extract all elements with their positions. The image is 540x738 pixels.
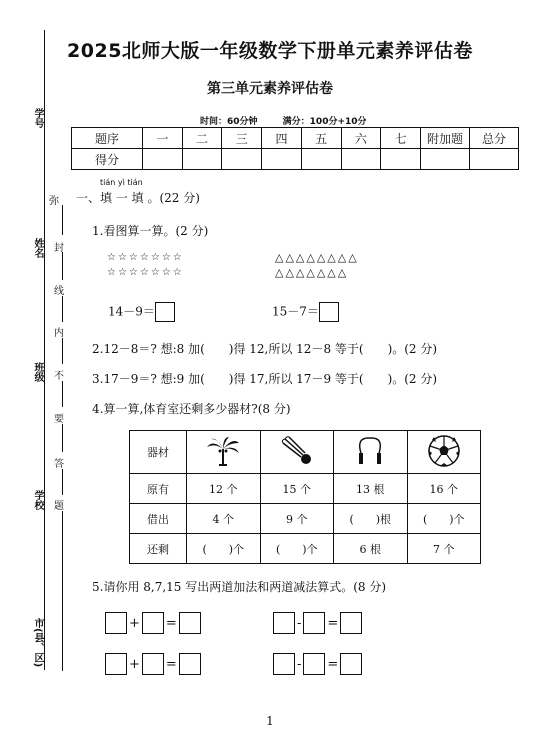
answer-box[interactable]: [303, 653, 325, 675]
seal-char: 答: [54, 459, 64, 470]
addition-equation: [105, 612, 201, 634]
table-cell: 7 个: [407, 534, 481, 564]
plus-sign: +: [129, 656, 140, 672]
answer-box[interactable]: [319, 302, 339, 322]
equals-sign: =: [327, 656, 339, 672]
seal-line: [62, 205, 63, 235]
table-row: [130, 534, 481, 564]
equation-text: 14－9＝: [108, 304, 155, 319]
equals-sign: =: [327, 615, 339, 631]
table-row: [130, 431, 481, 474]
seal-char: 线: [54, 286, 64, 297]
table-cell-blank[interactable]: ( )根: [334, 504, 408, 534]
minus-sign: -: [297, 656, 302, 672]
answer-box[interactable]: [142, 653, 164, 675]
table-cell: 4 个: [187, 504, 261, 534]
seal-line: [62, 511, 63, 671]
subtraction-equation: [273, 653, 362, 675]
score-cell[interactable]: [182, 149, 222, 170]
seal-char: 题: [54, 501, 64, 512]
table-cell: 16 个: [407, 474, 481, 504]
addition-equation: [105, 653, 201, 675]
seal-line: [62, 381, 63, 407]
score-cell[interactable]: [262, 149, 302, 170]
table-cell: 6 根: [334, 534, 408, 564]
answer-box[interactable]: [273, 653, 295, 675]
answer-box[interactable]: [142, 612, 164, 634]
equals-sign: =: [165, 656, 177, 672]
score-header-cell: 五: [301, 128, 341, 149]
score-table-header: [72, 128, 519, 149]
answer-box[interactable]: [303, 612, 325, 634]
table-cell-blank[interactable]: ( )个: [407, 504, 481, 534]
seal-char: 封: [54, 243, 64, 254]
equation-2: [272, 302, 339, 322]
answer-box[interactable]: [155, 302, 175, 322]
answer-box[interactable]: [340, 653, 362, 675]
seal-line: [62, 469, 63, 495]
equipment-table: [129, 430, 481, 564]
shuttlecock-icon: [260, 431, 334, 474]
score-header-cell: 七: [381, 128, 421, 149]
district-label: 市(县、区): [32, 618, 43, 668]
minus-sign: -: [297, 615, 302, 631]
score-cell[interactable]: [301, 149, 341, 170]
seal-line: [62, 338, 63, 364]
palm-tree-icon: [187, 431, 261, 474]
plus-sign: +: [129, 615, 140, 631]
stars-row: ☆☆☆☆☆☆☆: [107, 267, 184, 278]
answer-box[interactable]: [105, 612, 127, 634]
answer-box[interactable]: [340, 612, 362, 634]
section-pinyin: tián yì tián: [100, 178, 143, 187]
score-cell[interactable]: [381, 149, 421, 170]
table-cell: 13 根: [334, 474, 408, 504]
question-4-label: 4.算一算,体育室还剩多少器材?(8 分): [92, 402, 291, 416]
score-header-cell: 四: [262, 128, 302, 149]
score-cell[interactable]: [470, 149, 519, 170]
exam-subtitle: 第三单元素养评估卷: [207, 81, 333, 97]
equation-1: [108, 302, 175, 322]
section-heading: 一、填 一 填 。(22 分): [76, 191, 200, 205]
answer-box[interactable]: [273, 612, 295, 634]
score-header-cell: 附加题: [421, 128, 470, 149]
seal-line: [62, 424, 63, 452]
class-label: 班级: [32, 362, 43, 382]
triangles-row: △△△△△△△: [275, 266, 349, 279]
score-table-row: [72, 149, 519, 170]
table-cell: 15 个: [260, 474, 334, 504]
page-number: 1: [266, 714, 274, 728]
seal-char: 内: [54, 328, 64, 339]
table-cell: 原有: [130, 474, 187, 504]
answer-box[interactable]: [179, 653, 201, 675]
score-header-cell: 二: [182, 128, 222, 149]
table-cell: 借出: [130, 504, 187, 534]
table-cell-blank[interactable]: ( )个: [260, 534, 334, 564]
seal-line: [62, 252, 63, 280]
student-id-label: 学号: [32, 108, 43, 128]
table-row: [130, 474, 481, 504]
score-cell[interactable]: [341, 149, 381, 170]
full-score: 满分：100分+10分: [282, 117, 367, 127]
score-header-cell: 题序: [72, 128, 143, 149]
answer-box[interactable]: [105, 653, 127, 675]
score-row-label: 得分: [72, 149, 143, 170]
triangles-row: △△△△△△△△: [275, 251, 359, 264]
score-header-cell: 一: [143, 128, 183, 149]
question-1-label: 1.看图算一算。(2 分): [92, 224, 209, 238]
school-label: 学校: [32, 490, 43, 510]
table-cell: 还剩: [130, 534, 187, 564]
seal-char: 要: [54, 414, 64, 425]
score-header-cell: 总分: [470, 128, 519, 149]
score-cell[interactable]: [143, 149, 183, 170]
table-cell: 器材: [130, 431, 187, 474]
table-cell: 12 个: [187, 474, 261, 504]
score-header-cell: 六: [341, 128, 381, 149]
name-label: 姓名: [32, 238, 43, 258]
soccer-ball-icon: [407, 431, 481, 474]
equation-text: 15－7＝: [272, 304, 319, 319]
time-limit: 时间：60分钟: [200, 117, 258, 127]
jump-rope-icon: [334, 431, 408, 474]
score-cell[interactable]: [222, 149, 262, 170]
score-table: [71, 127, 519, 170]
table-cell: 9 个: [260, 504, 334, 534]
score-cell[interactable]: [421, 149, 470, 170]
stars-row: ☆☆☆☆☆☆☆: [107, 252, 184, 263]
equals-sign: =: [165, 615, 177, 631]
score-header-cell: 三: [222, 128, 262, 149]
seal-line: [62, 296, 63, 322]
question-3-label: 3.17－9＝? 想:9 加( )得 17,所以 17－9 等于( )。(2 分): [92, 372, 438, 386]
exam-meta: [200, 114, 389, 127]
subtraction-equation: [273, 612, 362, 634]
table-row: [130, 504, 481, 534]
question-5-label: 5.请你用 8,7,15 写出两道加法和两道减法算式。(8 分): [92, 580, 387, 594]
answer-box[interactable]: [179, 612, 201, 634]
question-2-label: 2.12－8＝? 想:8 加( )得 12,所以 12－8 等于( )。(2 分): [92, 342, 438, 356]
table-cell-blank[interactable]: ( )个: [187, 534, 261, 564]
seal-char: 不: [54, 371, 64, 382]
exam-title: 2025北师大版一年级数学下册单元素养评估卷: [67, 40, 473, 62]
seal-char: 弥: [49, 196, 59, 207]
